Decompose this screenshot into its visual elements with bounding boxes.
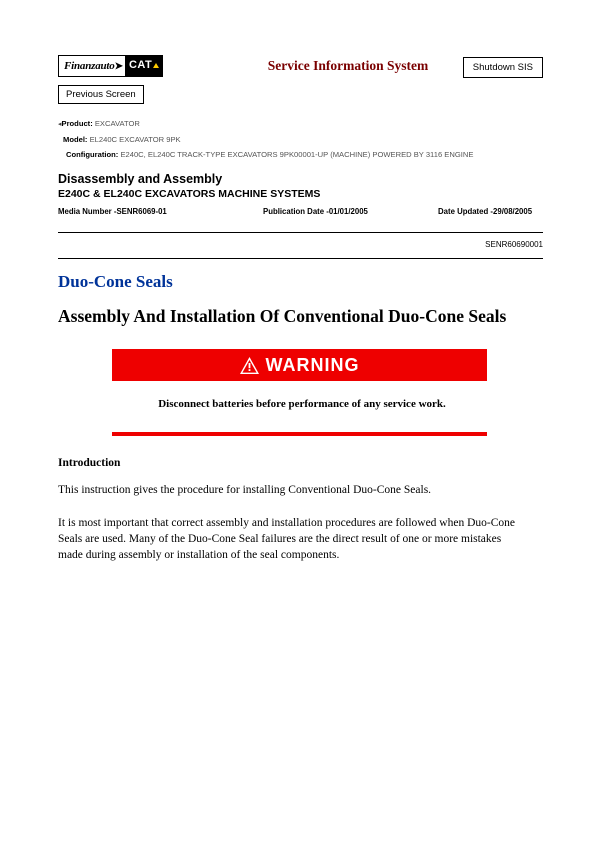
meta-row-configuration: [58, 149, 548, 160]
configuration-value: E240C, EL240C TRACK-TYPE EXCAVATORS 9PK00001-UP (MACHINE) POWERED BY 3116 ENGINE: [120, 150, 474, 160]
cat-badge: [125, 56, 163, 76]
introduction-heading: Introduction: [58, 457, 121, 469]
divider-bottom: [58, 258, 543, 259]
document-publication-row: [58, 207, 548, 216]
logo-swoosh-icon: ➤: [114, 60, 123, 72]
warning-banner: [112, 349, 487, 381]
document-meta: [58, 118, 548, 164]
document-subsection: E240C & EL240C EXCAVATORS MACHINE SYSTEMS: [58, 188, 321, 200]
previous-screen-button[interactable]: Previous Screen: [58, 85, 144, 104]
collapse-arrow-icon[interactable]: ◂: [58, 121, 62, 128]
warning-banner-inner: [240, 355, 360, 376]
warning-text: Disconnect batteries before performance of any service work.: [158, 398, 446, 410]
product-label: Product:: [61, 119, 93, 128]
document-code: SENR60690001: [485, 240, 543, 249]
meta-row-model: [58, 134, 548, 145]
document-section: Disassembly and Assembly: [58, 172, 223, 186]
cat-badge-text: CAT: [128, 59, 153, 71]
finanzauto-cat-logo: [58, 55, 163, 77]
document-identification: [58, 172, 548, 216]
shutdown-sis-button[interactable]: Shutdown SIS: [463, 57, 543, 78]
cat-triangle-icon: [153, 63, 159, 68]
section-title: Duo-Cone Seals: [58, 272, 173, 291]
introduction-paragraph-2: It is most important that correct assembly and installation procedures are followed when Duo-Cone Seals are used. Many of the Duo-Cone Seal failures are the direct result of one or more mistakes made during assembly or installation of the seal components.: [58, 517, 516, 561]
media-number: Media Number -SENR6069-01: [58, 207, 167, 216]
publication-date: Publication Date -01/01/2005: [263, 207, 368, 216]
configuration-label: Configuration:: [66, 150, 119, 160]
warning-label: WARNING: [265, 354, 360, 375]
warning-triangle-icon: [240, 357, 259, 374]
page-title: Assembly And Installation Of Conventional Duo-Cone Seals: [58, 306, 507, 326]
page-header: [58, 55, 543, 107]
meta-row-product: [58, 118, 548, 130]
model-value: EL240C EXCAVATOR 9PK: [89, 135, 181, 145]
product-value: EXCAVATOR: [94, 119, 140, 128]
date-updated: Date Updated -29/08/2005: [438, 207, 533, 216]
app-title: Service Information System: [267, 58, 429, 73]
divider-top: [58, 232, 543, 233]
introduction-paragraph-1: This instruction gives the procedure for installing Conventional Duo-Cone Seals.: [58, 484, 432, 496]
model-label: Model:: [63, 135, 88, 145]
logo-brand-text: Finanzauto: [64, 60, 115, 72]
warning-bottom-rule: [112, 432, 487, 436]
